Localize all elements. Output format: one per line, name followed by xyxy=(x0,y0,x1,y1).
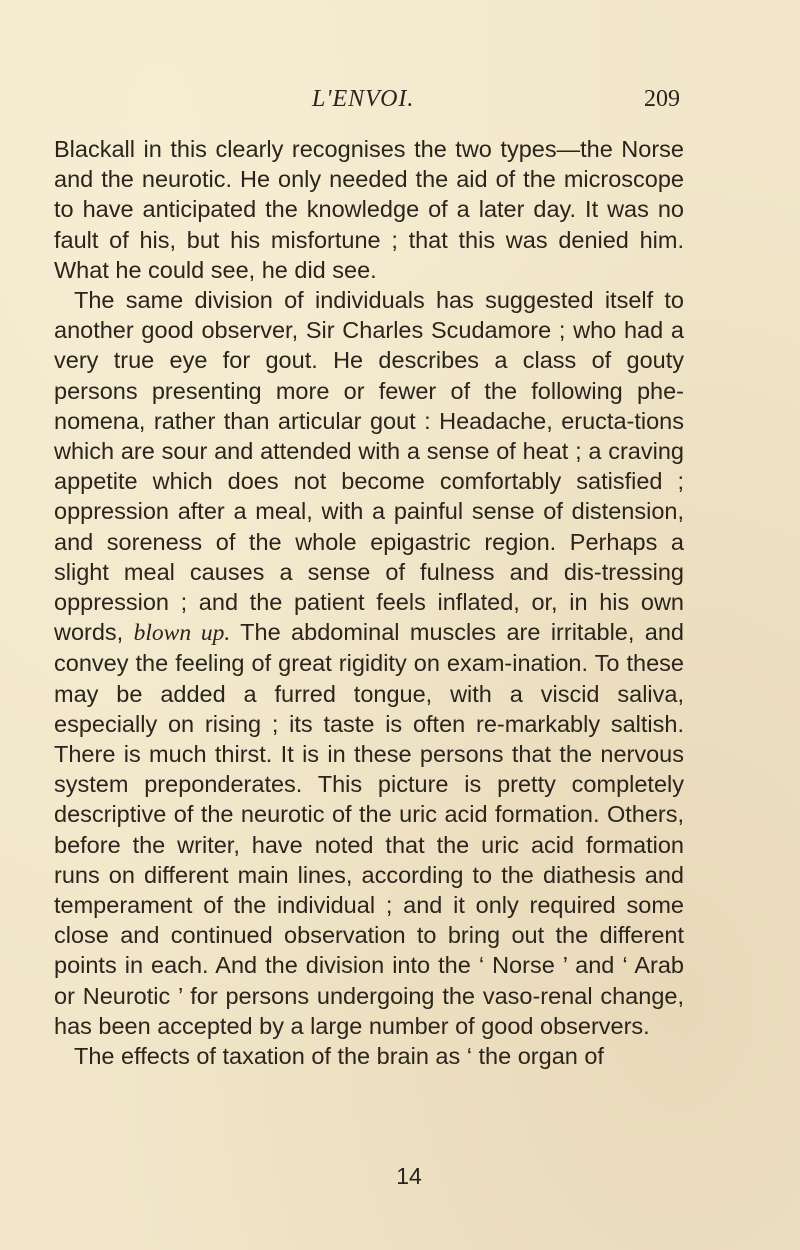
running-head xyxy=(0,86,800,116)
page-number: 209 xyxy=(644,86,680,112)
paragraph-2-text-a: The same division of individuals has suggested itself to another good observer, Sir Charles Scudamore ; who had a very true eye for gout. He describes a class of gouty persons presenting more or fewer of the following phe-nomena, rather than articular gout : Headache, eructa-tions which are sour and attended with a sense of heat ; a craving appetite which does not become comfortably satisfied ; oppression after a meal, with a painful sense of distension, and soreness of the whole epigastric region. Perhaps a slight meal causes a sense of fulness and dis-tressing oppression ; and the patient feels inflated, or, in his own words, xyxy=(54,287,684,646)
signature-mark: 14 xyxy=(396,1163,422,1189)
paragraph-2-text-b: The abdominal muscles are irritable, and convey the feeling of great rigidity on exam-ination. To these may be added a furred tongue, with a viscid saliva, especially on rising ; its taste is often re-markably saltish. There is much thirst. It is in these persons that the nervous system preponderates. This picture is pretty completely descriptive of the neurotic of the uric acid formation. Others, before the writer, have noted that the uric acid formation runs on different main lines, according to the diathesis and temperament of the individual ; and it only required some close and continued observation to bring out the different points in each. And the division into the ‘ Norse ’ and ‘ Arab or Neurotic ’ for persons undergoing the vaso-renal change, has been accepted by a large number of good observers. xyxy=(54,619,685,1039)
body-text xyxy=(54,134,684,1071)
paragraph-3: The effects of taxation of the brain as ‘ the organ of xyxy=(74,1043,604,1070)
paragraph-2 xyxy=(54,285,684,1041)
running-title: L'ENVOI. xyxy=(312,86,415,112)
paragraph-1: Blackall in this clearly recognises the two types—the Norse and the neurotic. He only needed the aid of the microscope to have anticipated the knowledge of a later day. It was no fault of his, but his misfortune ; that this was denied him. What he could see, he did see. xyxy=(54,136,684,283)
italic-phrase: blown up. xyxy=(133,620,231,647)
